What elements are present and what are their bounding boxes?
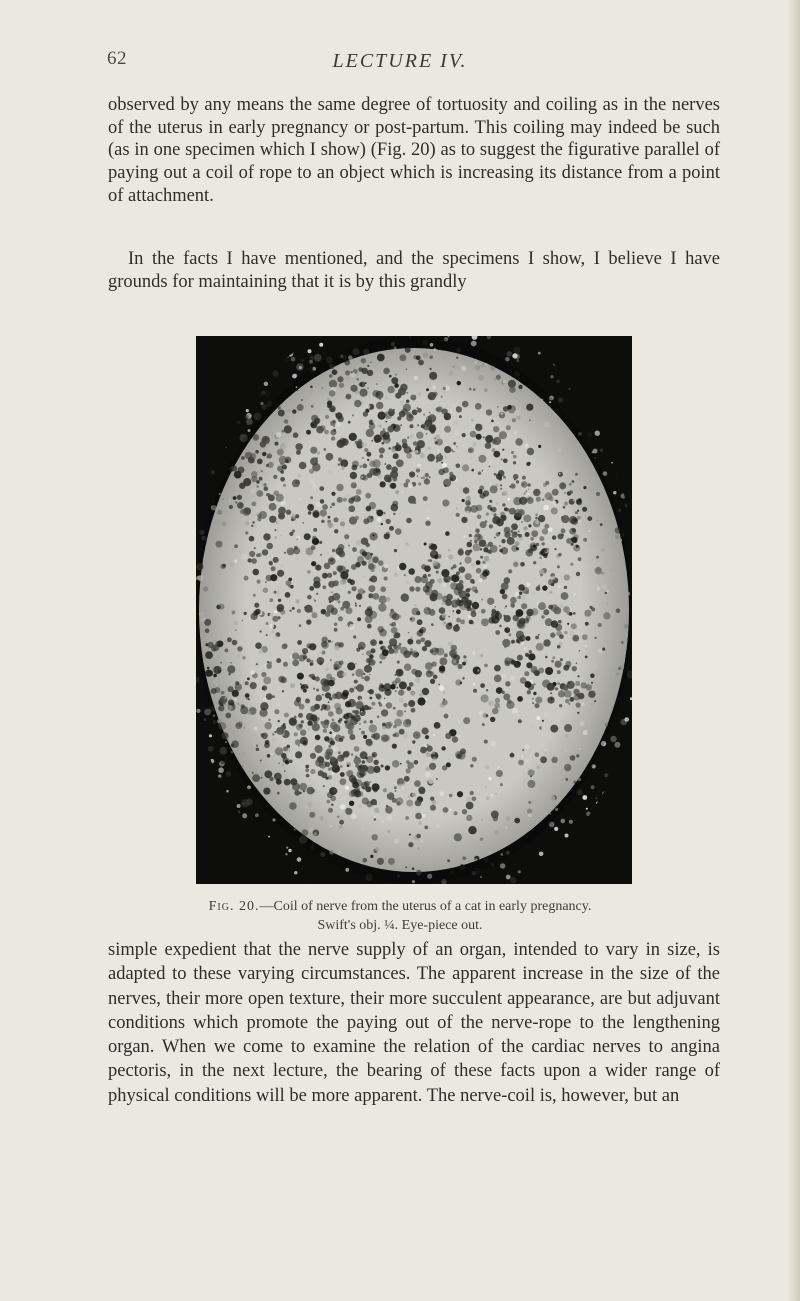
- page-number: 62: [107, 48, 127, 69]
- paragraph-2: In the facts I have mentioned, and the specimens I show, I believe I have grounds for maintaining that it is by this grandly: [108, 249, 720, 292]
- caption-line-2: Swift's obj. ¼. Eye-piece out.: [317, 918, 483, 933]
- caption-line-1: —Coil of nerve from the uterus of a cat in early pregnancy.: [259, 899, 592, 914]
- page-edge-shadow: [786, 0, 800, 1301]
- micrograph-figure: [196, 336, 632, 884]
- paragraph-3: simple expedient that the nerve supply of an organ, intended to vary in size, is adapted to these varying circumstances. The apparent increase in the size of the nerves, their more open texture, their more succulent appearance, are but adjuvant conditions which promote the paying out of the nerve-rope to the lengthening organ. When we come to examine the relation of the cardiac nerves to angina pectoris, in the next lecture, the bearing of these facts upon a wider range of physical conditions will be more apparent. The nerve-coil is, however, but an: [108, 940, 720, 1106]
- paragraph-1: observed by any means the same degree of tortuosity and coiling as in the nerves of the uterus in early pregnancy or post-partum. This coiling may indeed be such (as in one specimen which I show) (Fig. 20) as to suggest the figurative parallel of paying out a coil of rope to an object which is increasing its distance from a point of attachment.: [108, 95, 720, 206]
- running-title: LECTURE IV.: [332, 50, 468, 72]
- figure-caption: [0, 897, 800, 935]
- nerve-coil-micrograph: [196, 336, 632, 884]
- figure-label: Fig. 20.: [208, 899, 260, 914]
